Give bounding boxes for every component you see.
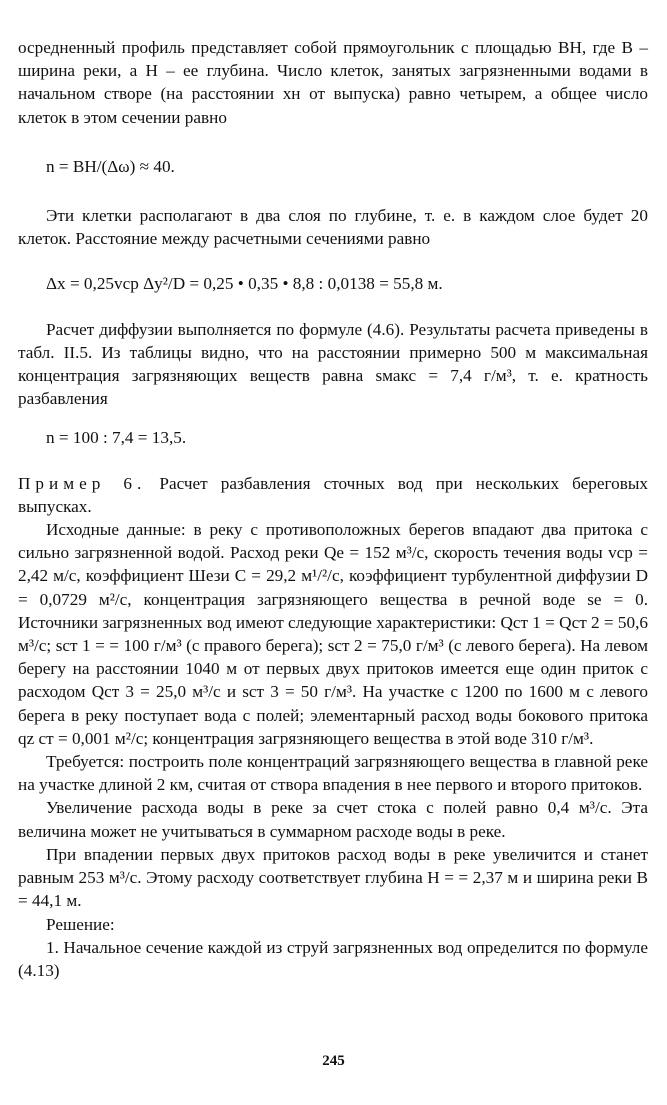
page-body <box>18 36 648 982</box>
formula-dilution: n = 100 : 7,4 = 13,5. <box>46 428 187 448</box>
page-number: 245 <box>322 1053 345 1069</box>
example-heading <box>18 472 648 518</box>
solution-heading: Решение: <box>46 914 115 934</box>
formula-cell-count: n = BH/(Δω) ≈ 40. <box>46 156 175 176</box>
paragraph-input-data: Исходные данные: в реку с противоположных берегов впадают два притока с сильно загрязненной водой. Расход реки Qе = 152 м³/с, скорость течения воды vср = 2,42 м/с, коэффициент Шези C = 29,2 м¹/²/с, коэффициент турбулентной диффузии D = 0,0729 м²/с, концентрация загрязняющего вещества в речной воде sе = 0. Источники загрязненных вод имеют следующие характеристики: Qст 1 = Qст 2 = 50,6 м³/с; sст 1 = = 100 г/м³ (с правого берега); sст 2 = 75,0 г/м³ (с левого берега). На левом берегу на расстоянии 1040 м от первых двух притоков имеется еще один приток с расходом Qст 3 = 25,0 м³/с и sст 3 = 50 г/м³. На участке с 1200 по 1600 м с левого берега в реку поступает вода с полей; элементарный расход воды бокового притока qz ст = 0,001 м²/с; концентрация загрязняющего вещества в этой воде 310 г/м³. <box>18 520 648 748</box>
example-title: Расчет разбавления сточных вод при нескольких береговых выпусках. <box>18 473 648 516</box>
formula-delta-x: Δx = 0,25vср Δy²/D = 0,25 • 0,35 • 8,8 : 0,0138 = 55,8 м. <box>46 274 443 294</box>
paragraph-solution-step-1: 1. Начальное сечение каждой из струй загрязненных вод определится по формуле (4.13) <box>18 937 648 980</box>
paragraph-flow-increase: При впадении первых двух притоков расход воды в реке увеличится и станет равным 253 м³/с. Этому расходу соответствует глубина H = = 2,37 м и ширина реки B = 44,1 м. <box>18 844 648 911</box>
paragraph-profile: осредненный профиль представляет собой прямоугольник с площадью BH, где B – ширина реки, а H – ее глубина. Число клеток, занятых загрязненными водами в начальном створе (на расстоянии xн от выпуска) равно четырем, а общее число клеток в этом сечении равно <box>18 38 648 127</box>
example-label: Пример 6. <box>18 473 147 493</box>
paragraph-diffusion-result: Расчет диффузии выполняется по формуле (4.6). Результаты расчета приведены в табл. II.5. Из таблицы видно, что на расстоянии примерно 500 м максимальная концентрация загрязняющих веществ равна sмакс = 7,4 г/м³, т. е. кратность разбавления <box>18 319 648 409</box>
paragraph-layers: Эти клетки располагают в два слоя по глубине, т. е. в каждом слое будет 20 клеток. Расстояние между расчетными сечениями равно <box>18 206 648 249</box>
paragraph-field-runoff: Увеличение расхода воды в реке за счет стока с полей равно 0,4 м³/с. Эта величина может не учитываться в суммарном расходе воды в реке. <box>18 798 648 841</box>
paragraph-task: Требуется: построить поле концентраций загрязняющего вещества в главной реке на участке длиной 2 км, считая от створа впадения в нее первого и второго притоков. <box>18 752 648 795</box>
